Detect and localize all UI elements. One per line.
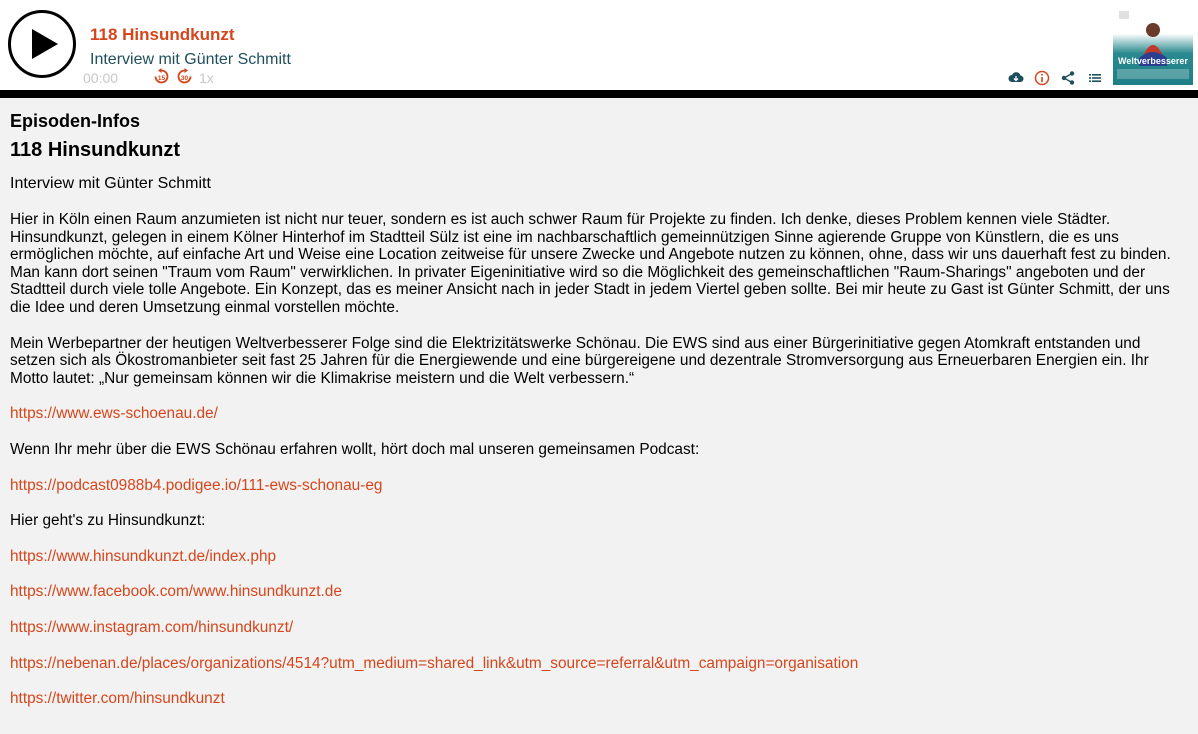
svg-text:30: 30 <box>180 75 189 82</box>
playlist-icon[interactable] <box>1087 70 1103 86</box>
download-icon[interactable] <box>1008 70 1024 86</box>
link-hinsundkunzt-website[interactable]: https://www.hinsundkunzt.de/index.php <box>10 547 277 565</box>
play-icon <box>32 29 58 59</box>
link-podcast[interactable]: https://podcast0988b4.podigee.io/111-ews-schonau-eg <box>10 476 383 494</box>
episode-title: 118 Hinsundkunzt <box>90 25 235 44</box>
play-button[interactable] <box>8 10 76 78</box>
link-twitter[interactable]: https://twitter.com/hinsundkunzt <box>10 690 225 708</box>
cover-subtitle-band <box>1117 69 1189 79</box>
episode-subtitle: Interview mit Günter Schmitt <box>90 51 291 68</box>
rewind-15-icon[interactable] <box>153 68 170 85</box>
svg-text:15: 15 <box>157 75 166 82</box>
podcast-text: Wenn Ihr mehr über die EWS Schönau erfahren wollt, hört doch mal unseren gemeinsamen Podcast: <box>10 440 700 458</box>
content-subtitle: Interview mit Günter Schmitt <box>10 175 211 192</box>
hinsundkunzt-text: Hier geht's zu Hinsundkunzt: <box>10 512 206 530</box>
sponsor-paragraph: Mein Werbepartner der heutigen Weltverbesserer Folge sind die Elektrizitätswerke Schönau. Die EWS sind aus einer Bürgerinitiative gegen Atomkraft entstanden und setzen sich als Ökostromanbieter seit fast 25 Jahren für die Energiewende und eine bürgereigene und dezentrale Stromversorgung aus Erneuerbaren Energien ein. Ihr Motto lautet: „Nur gemeinsam können wir die Klimakrise meistern und die Welt verbessern.“ <box>10 334 1149 387</box>
section-heading: Episoden-Infos <box>10 111 140 131</box>
forward-30-icon[interactable] <box>176 68 193 85</box>
podcast-cover-image <box>1113 6 1193 85</box>
content-title: 118 Hinsundkunzt <box>10 139 181 161</box>
current-time: 00:00 <box>83 70 119 86</box>
share-icon[interactable] <box>1060 70 1076 86</box>
info-icon[interactable] <box>1034 70 1050 86</box>
cover-title: Weltverbesserer <box>1118 56 1188 66</box>
link-instagram[interactable]: https://www.instagram.com/hinsundkunzt/ <box>10 618 294 636</box>
description-paragraph: Hier in Köln einen Raum anzumieten ist nicht nur teuer, sondern es ist auch schwer Raum für Projekte zu finden. Ich denke, dieses Problem kennen viele Städter. Hinsundkunzt, gelegen in einem Kölner Hinterhof im Stadtteil Sülz ist eine im nachbarschaftlich gemeinnützigen Sinne agierende Gruppe von Künstlern, die es uns ermöglichen möchte, auf einfache Art und Weise eine Location zeitweise für unsere Zwecke und Angebote nutzen zu können, ohne, dass wir uns dauerhaft fest zu binden. Man kann dort seinen "Traum vom Raum" verwirklichen. In privater Eigeninitiative wird so die Möglichkeit des gemeinschaftlichen "Raum-Sharings" angeboten und der Stadtteil durch viele tolle Angebote. Ein Konzept, das es meiner Ansicht nach in jeder Stadt in jedem Viertel geben sollte. Bei mir heute zu Gast ist Günter Schmitt, der uns die Idee und deren Umsetzung einmal vorstellen möchte. <box>10 211 1171 316</box>
podcast-player <box>0 0 1198 98</box>
link-ews[interactable]: https://www.ews-schoenau.de/ <box>10 405 218 423</box>
playback-speed[interactable]: 1x <box>199 70 214 86</box>
episode-info <box>0 98 1198 708</box>
link-nebenan[interactable]: https://nebenan.de/places/organizations/4514?utm_medium=shared_link&utm_source=referral&utm_campaign=organisation <box>10 654 859 672</box>
link-facebook[interactable]: https://www.facebook.com/www.hinsundkunzt.de <box>10 583 342 601</box>
